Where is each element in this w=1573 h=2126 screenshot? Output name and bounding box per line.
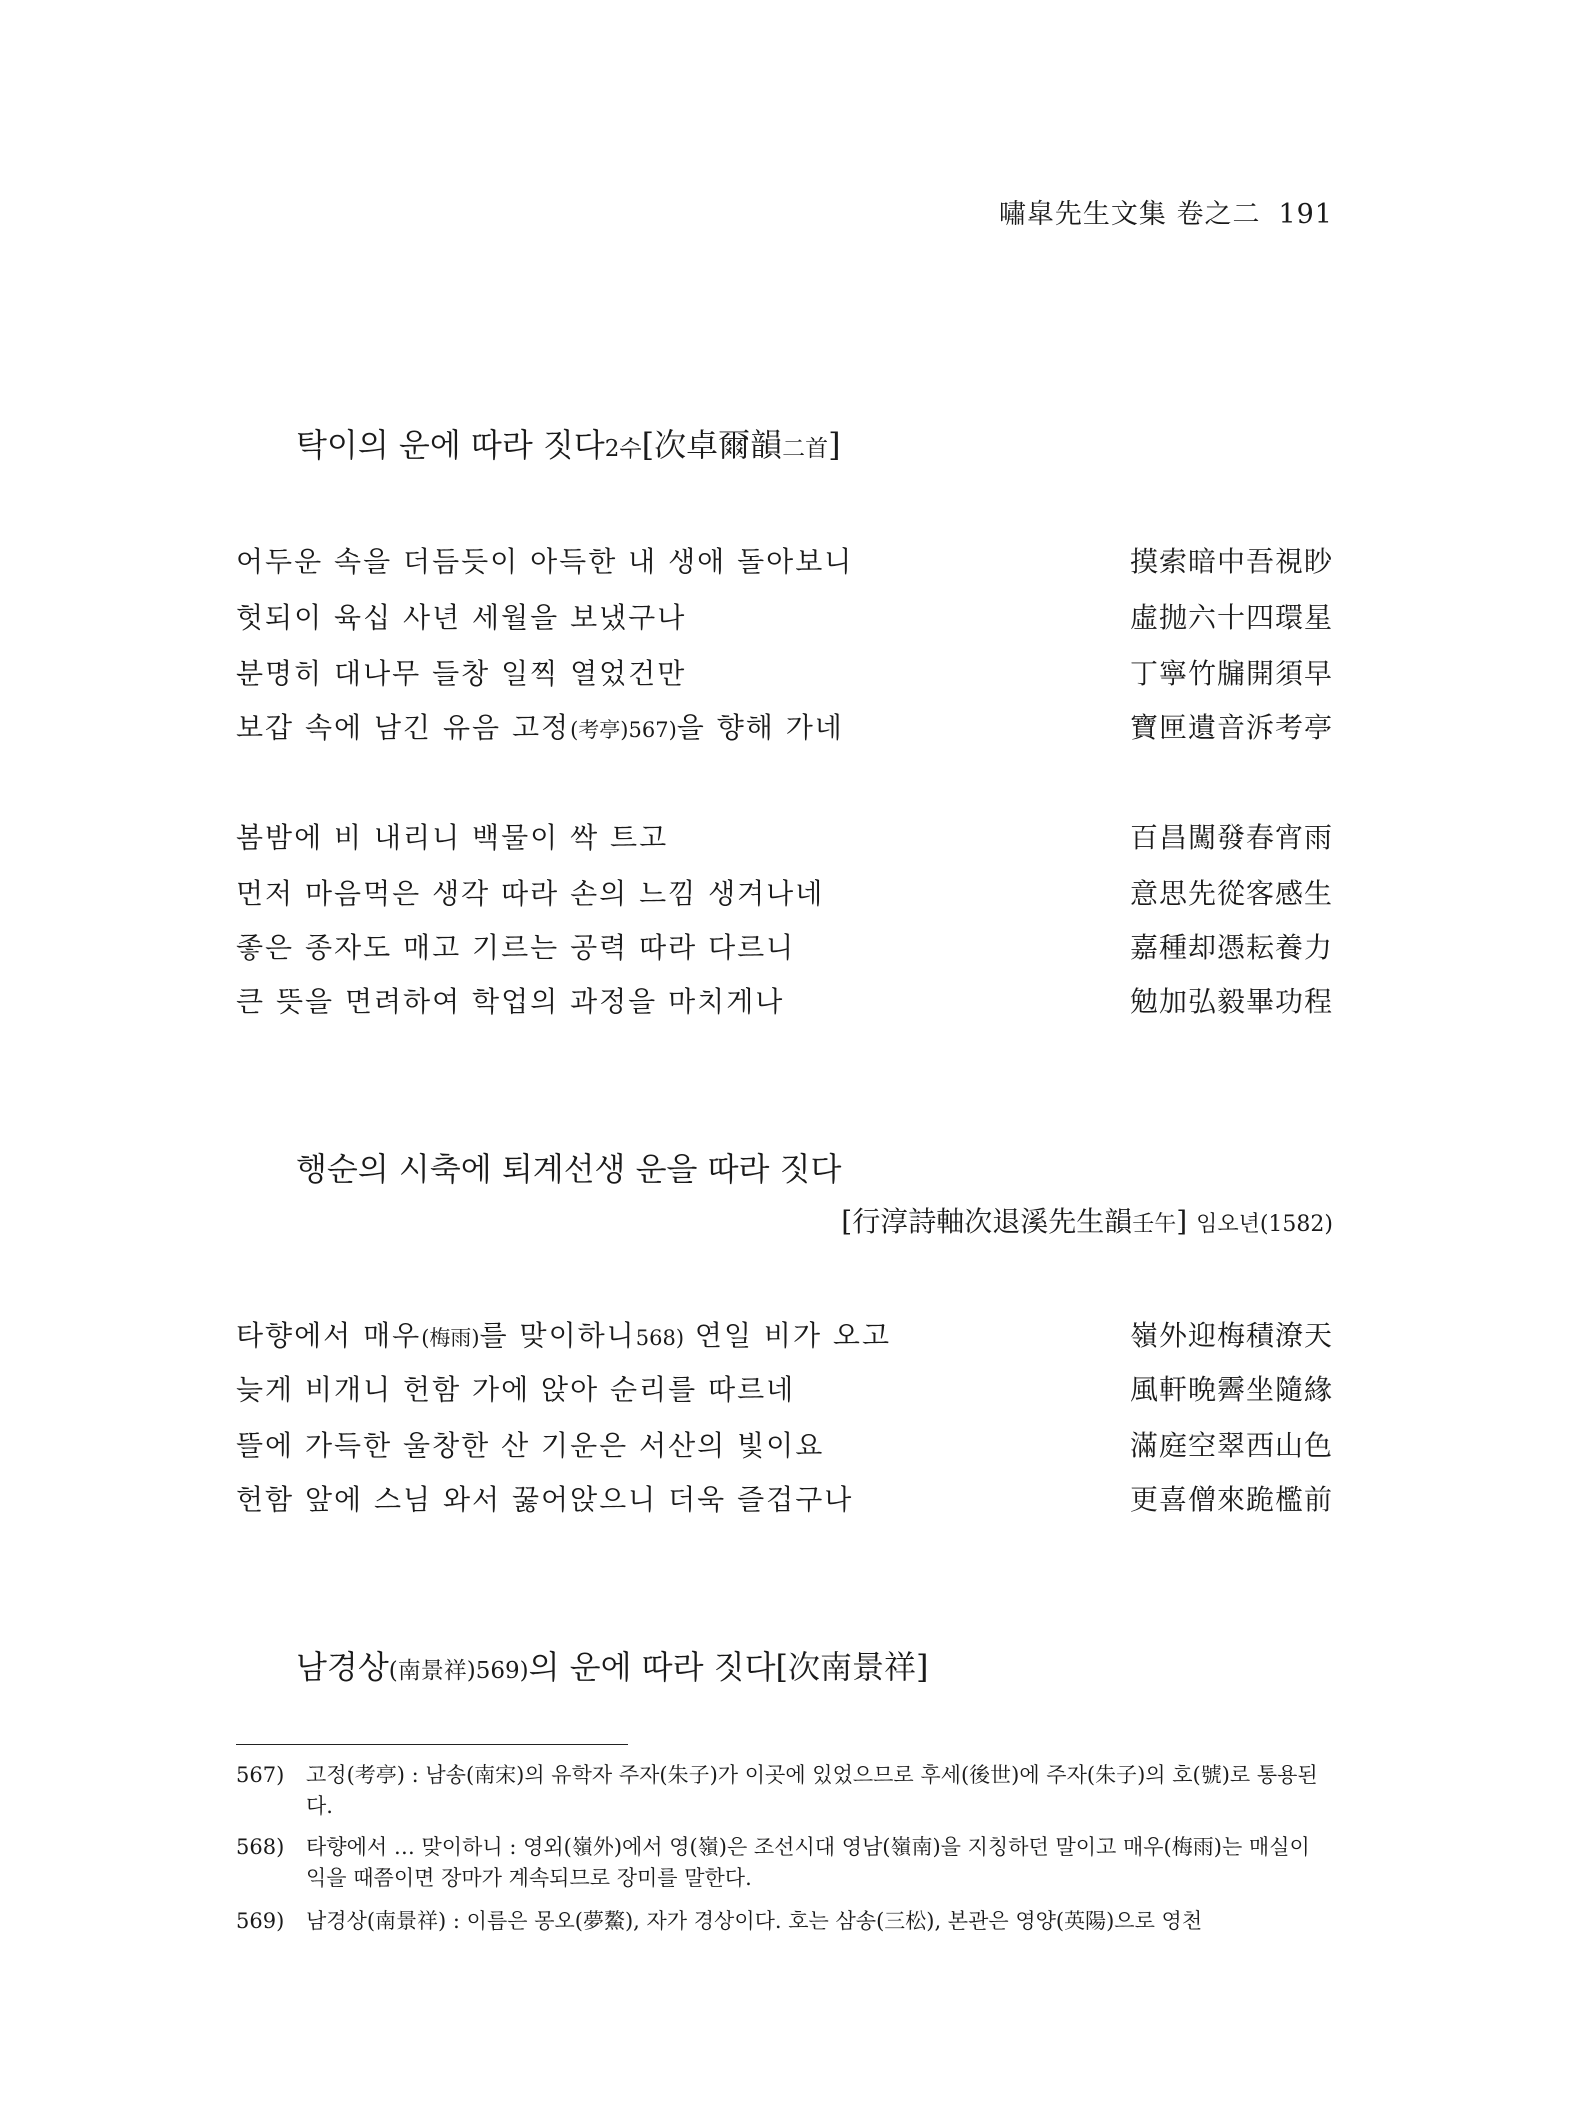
verse-hanja: 更喜僧來跪檻前 bbox=[1129, 1483, 1333, 1516]
poem2-subtitle-hanja: [行淳詩軸次退溪先生韻 bbox=[841, 1205, 1133, 1238]
verse-line bbox=[236, 706, 1333, 746]
footnote-number: 569) bbox=[236, 1909, 285, 1933]
verse-line bbox=[236, 816, 1333, 856]
poem3-title bbox=[296, 1642, 928, 1688]
verse-line bbox=[236, 540, 1333, 580]
verse-line bbox=[236, 652, 1333, 692]
poem2-subtitle bbox=[841, 1200, 1333, 1240]
verse-korean: 좋은 종자도 매고 기르는 공력 따라 다르니 bbox=[236, 931, 796, 964]
book-title: 嘯皐先生文集 卷之二 bbox=[998, 199, 1261, 230]
footnote-569 bbox=[236, 1906, 1333, 1937]
running-header bbox=[999, 192, 1333, 231]
verse-hanja: 虛抛六十四環星 bbox=[1129, 601, 1333, 634]
verse-korean: 봄밤에 비 내리니 백물이 싹 트고 bbox=[236, 821, 669, 854]
poem1-title-hanja: [次卓爾韻 bbox=[641, 426, 783, 464]
verse-korean-part: 을 향해 가네 bbox=[676, 711, 844, 744]
footnote-number: 567) bbox=[236, 1763, 285, 1787]
verse-hanja: 意思先從客感生 bbox=[1129, 877, 1333, 910]
verse-korean: 큰 뜻을 면려하여 학업의 과정을 마치게나 bbox=[236, 985, 785, 1018]
verse-hanja: 嘉種却憑耘養力 bbox=[1129, 931, 1333, 964]
verse-korean-part: 연일 비가 오고 bbox=[684, 1319, 892, 1352]
poem2-subtitle-close: ] bbox=[1176, 1205, 1188, 1238]
poem1-title-hanja-small: 二首 bbox=[782, 436, 829, 462]
verse-hanja-gloss: (考亭) bbox=[570, 718, 629, 742]
poem3-title-gloss: (南景祥) bbox=[388, 1658, 476, 1684]
verse-hanja: 勉加弘毅畢功程 bbox=[1129, 985, 1333, 1018]
verse-hanja: 寶匣遺音泝考亭 bbox=[1129, 711, 1333, 744]
verse-hanja: 百昌闖發春宵雨 bbox=[1129, 821, 1333, 854]
verse-korean bbox=[236, 1314, 891, 1354]
footnote-ref-569[interactable]: 569) bbox=[475, 1658, 529, 1684]
verse-hanja: 滿庭空翠西山色 bbox=[1129, 1429, 1333, 1462]
verse-korean: 어두운 속을 더듬듯이 아득한 내 생애 돌아보니 bbox=[236, 545, 854, 578]
footnote-ref-567[interactable]: 567) bbox=[628, 718, 677, 742]
verse-korean: 분명히 대나무 들창 일찍 열었건만 bbox=[236, 657, 687, 690]
verse-line bbox=[236, 1314, 1333, 1354]
verse-line bbox=[236, 1478, 1333, 1518]
verse-hanja: 丁寧竹牖開須早 bbox=[1129, 657, 1333, 690]
poem2-subtitle-small: 壬午 bbox=[1132, 1212, 1177, 1237]
verse-korean-part: 를 맞이하니 bbox=[479, 1319, 636, 1352]
verse-hanja: 風軒晩霽坐隨緣 bbox=[1129, 1373, 1333, 1406]
verse-korean bbox=[236, 706, 844, 746]
verse-line bbox=[236, 596, 1333, 636]
poem1-title-close: ] bbox=[828, 426, 841, 464]
verse-line bbox=[236, 1424, 1333, 1464]
verse-hanja: 摸索暗中吾視眇 bbox=[1129, 545, 1333, 578]
verse-korean: 먼저 마음먹은 생각 따라 손의 느낌 생겨나네 bbox=[236, 877, 825, 910]
verse-hanja-gloss: (梅雨) bbox=[421, 1326, 480, 1350]
verse-line bbox=[236, 980, 1333, 1020]
poem1-title bbox=[296, 420, 841, 466]
poem1-title-ko: 탁이의 운에 따라 짓다 bbox=[296, 426, 605, 464]
footnote-ref-568[interactable]: 568) bbox=[635, 1326, 685, 1350]
footnote-text: 고정(考亭) : 남송(南宋)의 유학자 주자(朱子)가 이곳에 있었으므로 후세(後世)에 주자(朱子)의 호(號)로 통용된다. bbox=[306, 1763, 1318, 1818]
footnote-text: 남경상(南景祥) : 이름은 몽오(夢鰲), 자가 경상이다. 호는 삼송(三松), 본관은 영양(英陽)으로 영천 bbox=[306, 1909, 1203, 1933]
footnote-text: 타향에서 … 맞이하니 : 영외(嶺外)에서 영(嶺)은 조선시대 영남(嶺南)을 지칭하던 말이고 매우(梅雨)는 매실이 익을 때쯤이면 장마가 계속되므로 장미를 말한다. bbox=[306, 1835, 1310, 1890]
verse-line bbox=[236, 926, 1333, 966]
footnote-567 bbox=[236, 1760, 1333, 1822]
verse-korean-part: 보갑 속에 남긴 유음 고정 bbox=[236, 711, 571, 744]
verse-korean: 뜰에 가득한 울창한 산 기운은 서산의 빛이요 bbox=[236, 1429, 825, 1462]
verse-hanja: 嶺外迎梅積潦天 bbox=[1129, 1319, 1333, 1352]
verse-korean: 늦게 비개니 헌함 가에 앉아 순리를 따르네 bbox=[236, 1373, 796, 1406]
page-number: 191 bbox=[1278, 199, 1333, 230]
verse-korean: 헛되이 육십 사년 세월을 보냈구나 bbox=[236, 601, 687, 634]
poem2-subtitle-year: 임오년(1582) bbox=[1196, 1212, 1333, 1237]
footnote-568 bbox=[236, 1832, 1333, 1894]
poem3-title-part: 의 운에 따라 짓다[次南景祥] bbox=[528, 1648, 929, 1686]
footnote-divider bbox=[236, 1744, 628, 1745]
verse-korean-part: 타향에서 매우 bbox=[236, 1319, 422, 1352]
poem2-title: 행순의 시축에 퇴계선생 운을 따라 짓다 bbox=[296, 1150, 842, 1188]
poem1-title-count: 2수 bbox=[604, 436, 642, 462]
verse-line bbox=[236, 1368, 1333, 1408]
verse-line bbox=[236, 872, 1333, 912]
footnote-number: 568) bbox=[236, 1835, 285, 1859]
verse-korean: 헌함 앞에 스님 와서 꿇어앉으니 더욱 즐겁구나 bbox=[236, 1483, 854, 1516]
poem3-title-part: 남경상 bbox=[296, 1648, 389, 1686]
